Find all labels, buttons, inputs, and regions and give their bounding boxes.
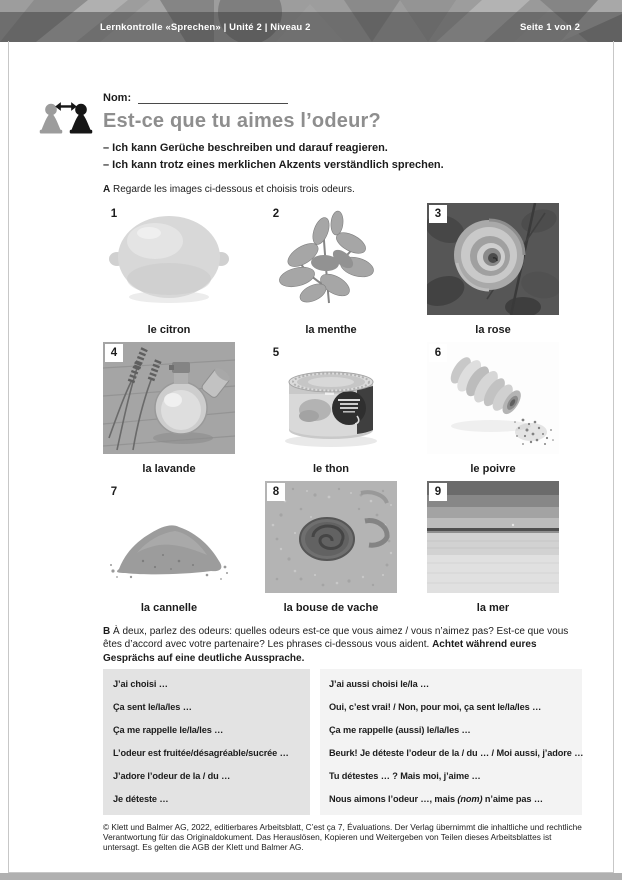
page-bottom-edge xyxy=(0,873,622,880)
image-number-badge: 5 xyxy=(267,344,285,362)
image-cell-mer xyxy=(427,481,559,620)
learning-goal-1: – Ich kann Gerüche beschreiben und darauf reagieren. xyxy=(103,142,388,154)
name-row xyxy=(103,90,582,104)
image-number-badge: 8 xyxy=(267,483,285,501)
image-cell-menthe xyxy=(265,203,397,342)
phrase-item: J’ai aussi choisi le/la … xyxy=(329,679,430,689)
worksheet-title: Est-ce que tu aimes l’odeur? xyxy=(103,110,381,132)
image-cinnamon xyxy=(103,481,235,593)
image-cell-poivre xyxy=(427,342,559,481)
phrase-item: Je déteste … xyxy=(113,794,169,804)
phrase-item: Beurk! Je déteste l’odeur de la / du … / Moi aussi, j’adore … xyxy=(329,748,584,758)
phrase-nom-placeholder: (nom) xyxy=(457,794,483,804)
image-sea xyxy=(427,481,559,593)
phrase-item: Ça sent le/la/les … xyxy=(113,702,192,712)
image-caption: la mer xyxy=(476,601,510,614)
task-b-text-de: Achtet während eures Gesprächs auf eine deutliche Aussprache. xyxy=(103,639,537,664)
image-number-badge: 9 xyxy=(429,483,447,501)
image-caption: le citron xyxy=(147,323,191,336)
phrase-item: Oui, c’est vrai! / Non, pour moi, ça sent le/la/les … xyxy=(329,702,542,712)
image-rose xyxy=(427,203,559,315)
task-a xyxy=(103,183,582,197)
phrase-item: Tu détestes … ? Mais moi, j’aime … xyxy=(329,771,481,781)
task-b xyxy=(103,625,582,666)
image-caption: la rose xyxy=(475,323,511,336)
phrase-box-left xyxy=(103,669,310,815)
task-a-label: A xyxy=(103,184,111,195)
name-label: Nom: xyxy=(103,92,132,104)
image-cell-rose xyxy=(427,203,559,342)
pawns-arrow-icon xyxy=(36,100,96,136)
image-mint xyxy=(265,203,397,315)
image-cow-dung xyxy=(265,481,397,593)
task-a-text: Regarde les images ci-dessous et choisis trois odeurs. xyxy=(113,184,355,195)
worksheet-content xyxy=(103,90,582,853)
phrase-box-right xyxy=(320,669,582,815)
image-number-badge: 3 xyxy=(429,205,447,223)
learning-goals xyxy=(103,140,582,174)
image-caption: la bouse de vache xyxy=(283,601,379,614)
image-number-badge: 7 xyxy=(105,483,123,501)
image-caption: la menthe xyxy=(305,323,357,336)
image-lavender xyxy=(103,342,235,454)
partner-speaking-icon xyxy=(36,100,96,138)
image-number-badge: 4 xyxy=(105,344,123,362)
image-cell-thon xyxy=(265,342,397,481)
copyright-footer: © Klett und Balmer AG, 2022, editierbares Arbeitsblatt, C’est ça 7, Évaluations. Der Verlag übernimmt die inhaltliche und rechtliche Verantwortung für das Originaldokument. Das Herauslösen, Kopieren und Weitergeben von Teilen dieses Arbeitsblattes ist untersagt. Es gelten die AGB der Klett und Balmer AG. xyxy=(103,822,582,853)
image-number-badge: 6 xyxy=(429,344,447,362)
image-cell-cannelle xyxy=(103,481,235,620)
image-cell-bouse xyxy=(265,481,397,620)
phrase-item: Nous aimons l’odeur …, mais (nom) n’aime pas … xyxy=(329,794,543,804)
image-grid xyxy=(103,203,582,620)
task-b-label: B xyxy=(103,625,111,637)
image-lemon xyxy=(103,203,235,315)
phrase-item: Ça me rappelle le/la/les … xyxy=(113,725,224,735)
phrase-item: J’adore l’odeur de la / du … xyxy=(113,771,231,781)
image-number-badge: 2 xyxy=(267,205,285,223)
image-caption: le poivre xyxy=(470,462,516,475)
image-cell-citron xyxy=(103,203,235,342)
image-cell-lavande xyxy=(103,342,235,481)
task-b-text-fr: À deux, parlez des odeurs: quelles odeurs est-ce que vous aimez / vous n’aimez pas? Est-ce que vous êtes d’accord avec votre partenaire? Les phrases ci-dessous vous aident. xyxy=(103,625,569,650)
image-number-badge: 1 xyxy=(105,205,123,223)
phrase-item: Ça me rappelle (aussi) le/la/les … xyxy=(329,725,471,735)
image-caption: la lavande xyxy=(142,462,196,475)
header-title: Lernkontrolle «Sprechen» | Unité 2 | Niveau 2 xyxy=(100,21,311,33)
header-pattern xyxy=(0,0,622,42)
phrase-boxes xyxy=(103,669,582,815)
learning-goal-2: – Ich kann trotz eines merklichen Akzents verständlich sprechen. xyxy=(103,159,444,171)
name-input-line[interactable] xyxy=(138,92,288,104)
image-caption: le thon xyxy=(312,462,350,475)
phrase-item: L’odeur est fruitée/désagréable/sucrée … xyxy=(113,748,289,758)
header-bar xyxy=(0,12,622,42)
phrase-item: J’ai choisi … xyxy=(113,679,168,689)
image-caption: la cannelle xyxy=(140,601,198,614)
image-pepper xyxy=(427,342,559,454)
image-tuna xyxy=(265,342,397,454)
page-indicator: Seite 1 von 2 xyxy=(519,21,580,33)
